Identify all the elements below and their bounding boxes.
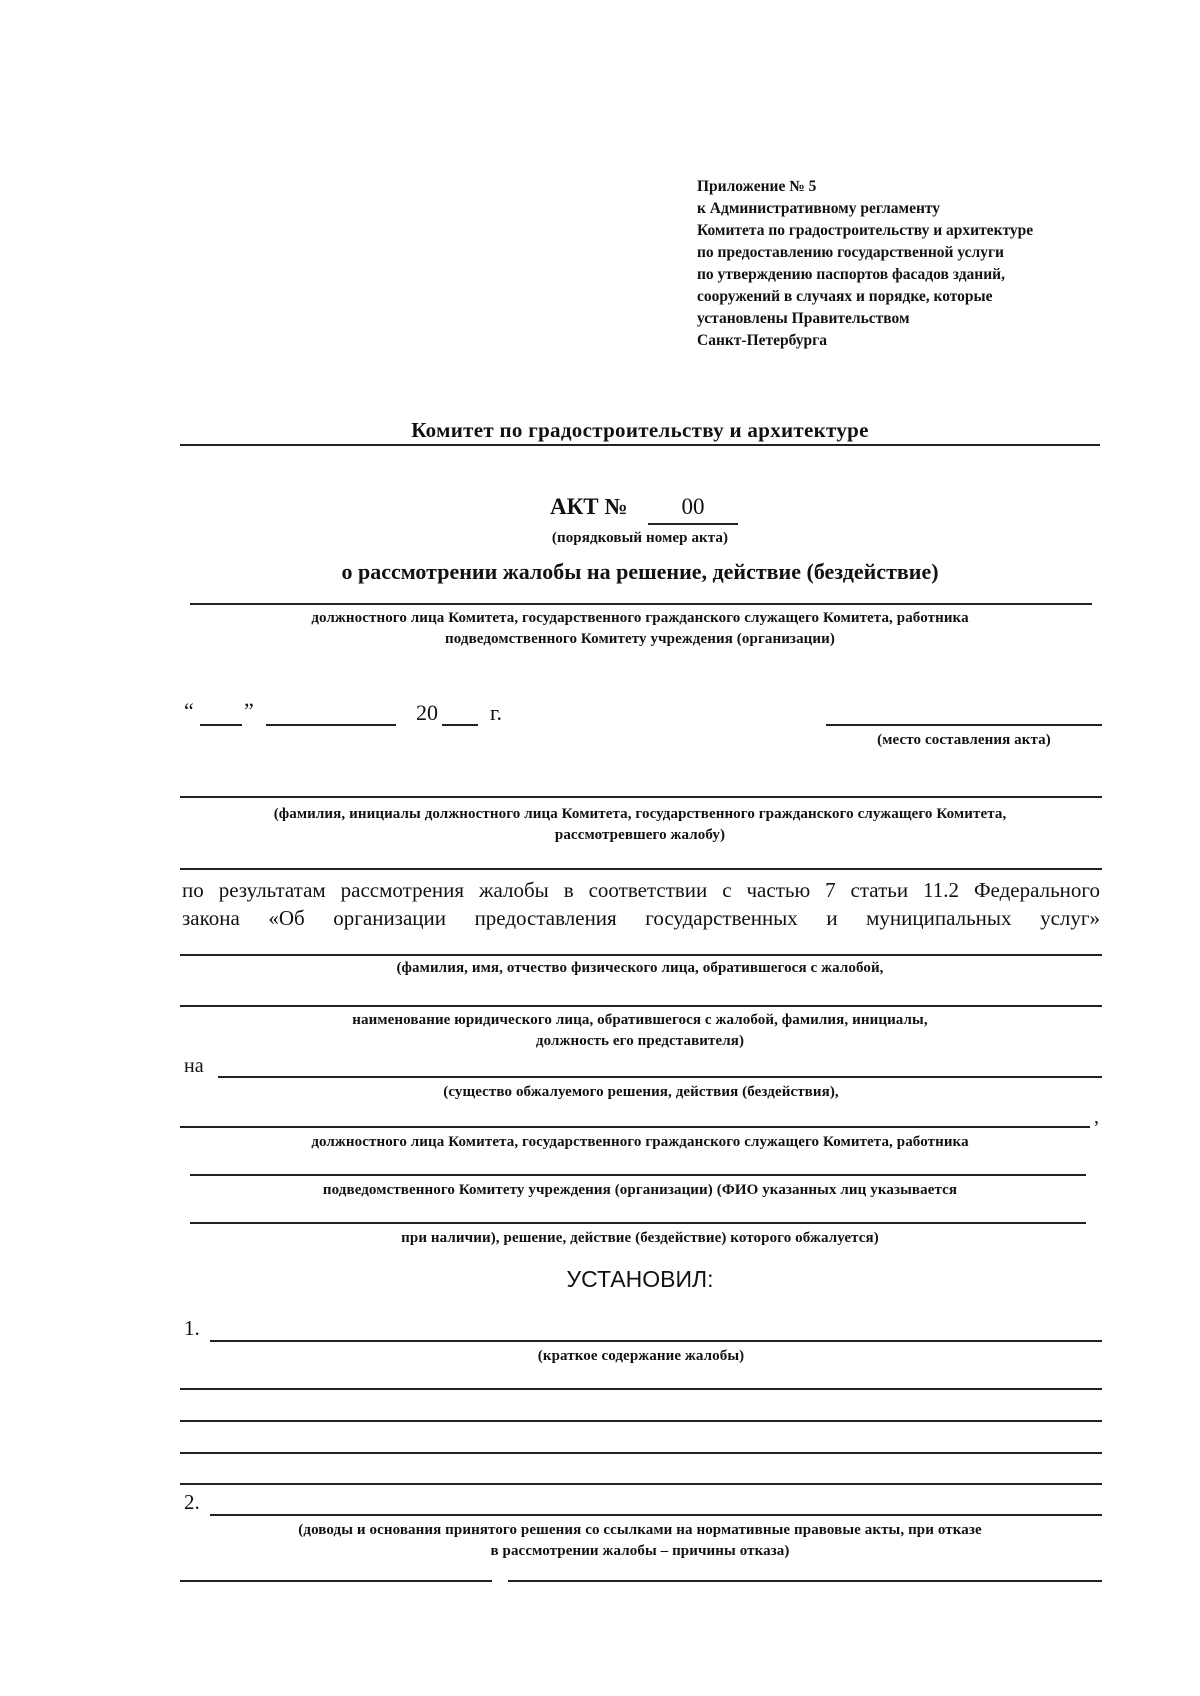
date-month-field[interactable] xyxy=(266,724,396,726)
summary-line-3[interactable] xyxy=(180,1420,1102,1422)
act-subtitle: о рассмотрении жалобы на решение, действие (бездействие) xyxy=(341,559,939,584)
sub-org-caption: подведомственного Комитету учреждения (организации) (ФИО указанных лиц указывается xyxy=(322,1182,958,1198)
established-heading: УСТАНОВИЛ: xyxy=(566,1266,714,1292)
grounds-field[interactable] xyxy=(210,1514,1102,1516)
summary-line-4[interactable] xyxy=(180,1452,1102,1454)
legal-field[interactable] xyxy=(180,1005,1102,1007)
date-day-field[interactable] xyxy=(200,724,242,726)
act-number-line xyxy=(648,523,738,525)
essence-comma: , xyxy=(1094,1106,1099,1128)
if-any-caption: при наличии), решение, действие (бездействие) которого обжалуется) xyxy=(401,1230,879,1246)
grounds-caption-2: в рассмотрении жалобы – причины отказа) xyxy=(490,1543,790,1559)
committee-heading: Комитет по градостроительству и архитектуре xyxy=(411,418,869,442)
essence-caption: (существо обжалуемого решения, действия (бездействия), xyxy=(443,1084,839,1100)
appendix-line: Приложение № 5 xyxy=(697,178,817,195)
body-line-1: по результатам рассмотрения жалобы в соответствии с частью 7 статьи 11.2 Федерального xyxy=(182,878,1100,902)
summary-line-5[interactable] xyxy=(180,1483,1102,1485)
sub-org-field[interactable] xyxy=(190,1222,1086,1224)
date-close-quote: ” xyxy=(244,698,254,723)
official-b-caption: должностного лица Комитета, государственного гражданского служащего Комитета, работника xyxy=(311,1134,969,1150)
appendix-line: Комитета по градостроительству и архитектуре xyxy=(697,222,1034,239)
summary-field[interactable] xyxy=(210,1340,1102,1342)
person-caption: (фамилия, имя, отчество физического лица, обратившегося с жалобой, xyxy=(396,960,884,976)
grounds-line-2[interactable] xyxy=(180,1580,492,1582)
reviewer-field[interactable] xyxy=(180,796,1102,798)
official-b-field[interactable] xyxy=(190,1174,1086,1176)
appendix-line: к Административному регламенту xyxy=(697,200,941,217)
appendix-header xyxy=(697,176,1117,352)
date-year-field[interactable] xyxy=(442,724,478,726)
appendix-line: Санкт-Петербурга xyxy=(697,332,827,349)
divider-line xyxy=(180,868,1102,870)
appendix-line: по утверждению паспортов фасадов зданий, xyxy=(697,266,1005,283)
date-open-quote: “ xyxy=(184,698,194,723)
body-line-2: закона «Об организации предоставления государственных и муниципальных услуг» xyxy=(182,906,1100,930)
official-caption: должностного лица Комитета, государственного гражданского служащего Комитета, работника xyxy=(311,610,969,626)
appendix-line: установлены Правительством xyxy=(697,310,910,327)
person-field[interactable] xyxy=(180,954,1102,956)
appendix-line: по предоставлению государственной услуги xyxy=(697,244,1004,261)
item-1-number: 1. xyxy=(184,1316,200,1340)
legal-caption-2: должность его представителя) xyxy=(535,1033,745,1049)
reviewer-caption-2: рассмотревшего жалобу) xyxy=(554,827,726,843)
place-caption: (место составления акта) xyxy=(877,732,1051,748)
date-year-suffix: г. xyxy=(490,700,503,725)
essence-field-2[interactable] xyxy=(180,1126,1090,1128)
act-label: АКТ № xyxy=(550,494,628,519)
appendix-line: сооружений в случаях и порядке, которые xyxy=(697,288,993,305)
official-field[interactable] xyxy=(190,603,1092,605)
legal-caption: наименование юридического лица, обратившегося с жалобой, фамилия, инициалы, xyxy=(352,1012,928,1028)
act-number-caption: (порядковый номер акта) xyxy=(551,530,729,546)
item-2-number: 2. xyxy=(184,1490,200,1514)
committee-underline xyxy=(180,444,1100,446)
grounds-line-3[interactable] xyxy=(508,1580,1102,1582)
na-label: на xyxy=(184,1055,204,1077)
official-caption-2: подведомственного Комитету учреждения (организации) xyxy=(444,631,835,647)
grounds-caption: (доводы и основания принятого решения со ссылками на нормативные правовые акты, при отказе xyxy=(298,1522,982,1538)
summary-caption: (краткое содержание жалобы) xyxy=(537,1348,745,1364)
date-year-prefix: 20 xyxy=(416,700,438,725)
summary-line-2[interactable] xyxy=(180,1388,1102,1390)
essence-field[interactable] xyxy=(218,1076,1102,1078)
act-number[interactable]: 00 xyxy=(681,494,705,519)
place-field[interactable] xyxy=(826,724,1102,726)
reviewer-caption: (фамилия, инициалы должностного лица Комитета, государственного гражданского служащего Комитета, xyxy=(273,806,1007,822)
